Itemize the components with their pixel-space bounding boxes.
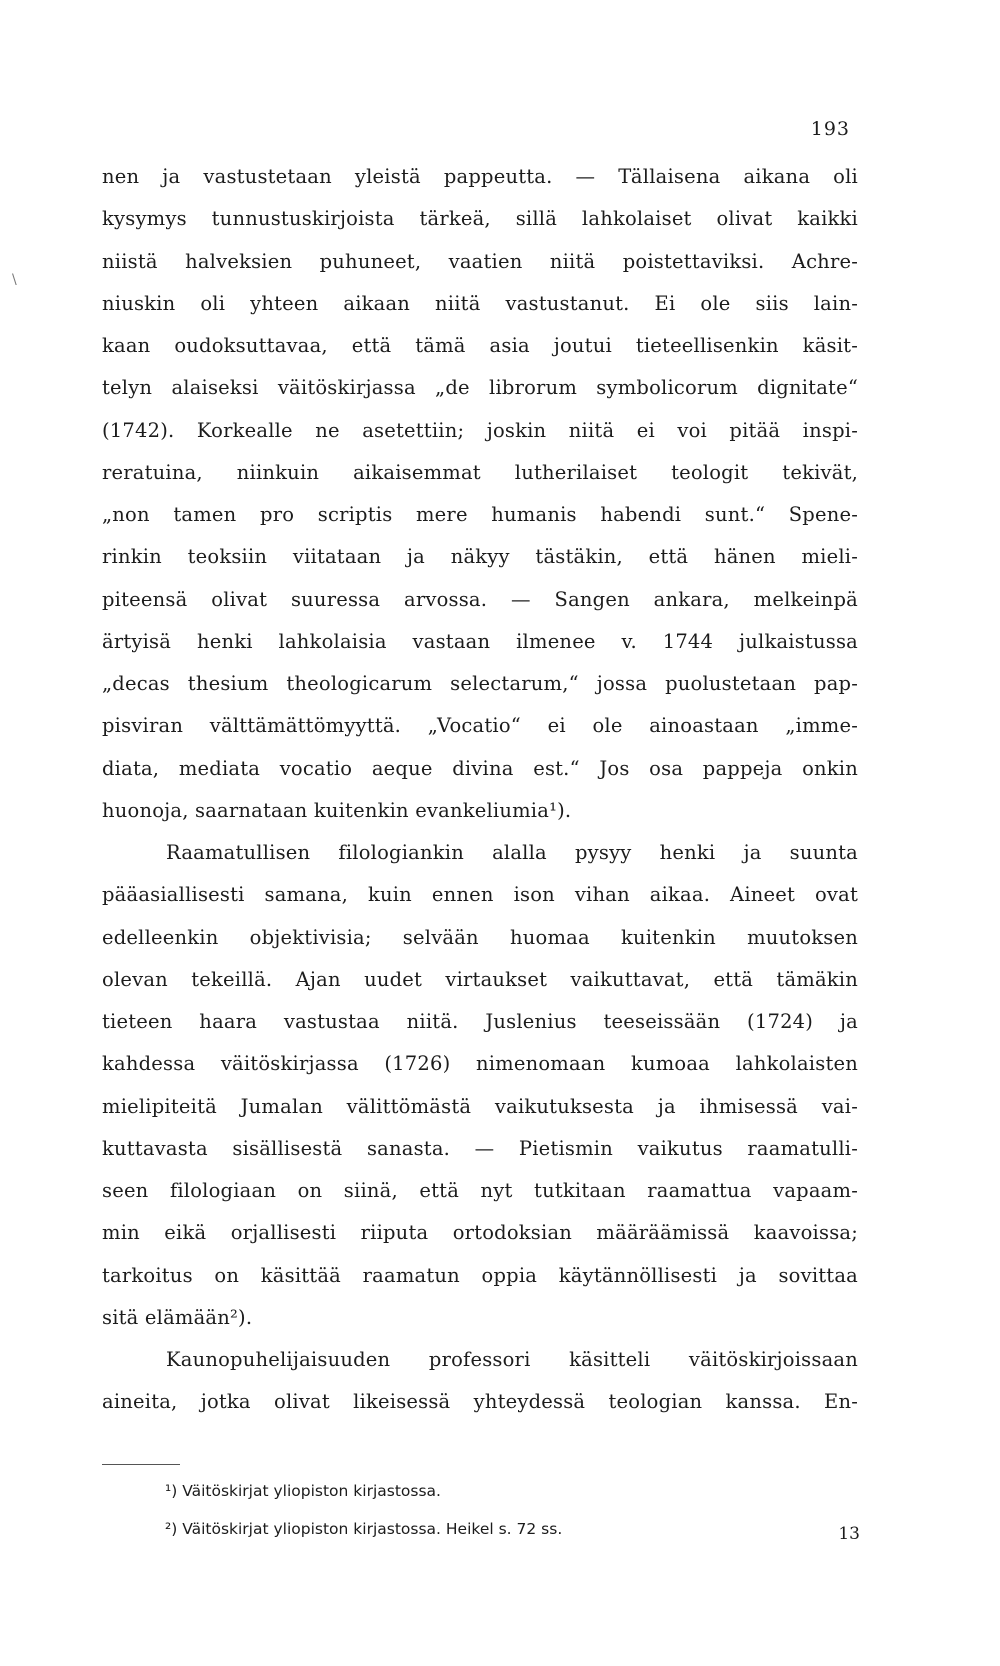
- text-line: tieteen haara vastustaa niitä. Juslenius teeseissään (1724) ja: [102, 1010, 858, 1033]
- text-line: „decas thesium theologicarum selectarum,“ jossa puolustetaan pap-: [102, 672, 858, 695]
- text-line: tarkoitus on käsittää raamatun oppia käytännöllisesti ja sovittaa: [102, 1263, 858, 1287]
- text-line: diata, mediata vocatio aeque divina est.“ Jos osa pappeja onkin: [102, 756, 858, 780]
- text-line: Kaunopuhelijaisuuden professori käsitteli väitöskirjoissaan: [166, 1348, 858, 1371]
- stray-mark: \: [12, 272, 17, 288]
- text-line: seen filologiaan on siinä, että nyt tutkitaan raamattua vapaam-: [102, 1179, 858, 1202]
- text-line: (1742). Korkealle ne asetettiin; joskin niitä ei voi pitää inspi-: [102, 418, 858, 442]
- text-line: ärtyisä henki lahkolaisia vastaan ilmenee v. 1744 julkaistussa: [102, 629, 858, 653]
- text-line: huonoja, saarnataan kuitenkin evankeliumia¹).: [102, 798, 572, 822]
- text-line: min eikä orjallisesti riiputa ortodoksian määräämissä kaavoissa;: [102, 1221, 858, 1245]
- text-line: „non tamen pro scriptis mere humanis habendi sunt.“ Spene-: [102, 503, 858, 526]
- text-line: telyn alaiseksi väitöskirjassa „de librorum symbolicorum dignitate“: [102, 376, 858, 400]
- text-line: olevan tekeillä. Ajan uudet virtaukset vaikuttavat, että tämäkin: [102, 967, 858, 991]
- text-line: pisviran välttämättömyyttä. „Vocatio“ ei ole ainoastaan „imme-: [102, 714, 858, 738]
- signature-mark: 13: [838, 1524, 860, 1544]
- footnotes: [165, 1472, 805, 1548]
- text-line: edelleenkin objektivisia; selvään huomaa kuitenkin muutoksen: [102, 925, 858, 949]
- footnote: ¹) Väitöskirjat yliopiston kirjastossa.: [165, 1482, 441, 1500]
- text-line: sitä elämään²).: [102, 1305, 253, 1329]
- text-line: mielipiteitä Jumalan välittömästä vaikutuksesta ja ihmisessä vai-: [102, 1094, 858, 1118]
- text-line: aineita, jotka olivat likeisessä yhteydessä teologian kanssa. En-: [102, 1390, 858, 1414]
- text-line: niuskin oli yhteen aikaan niitä vastustanut. Ei ole siis lain-: [102, 291, 858, 315]
- footnote-divider: [102, 1464, 180, 1465]
- footnote: ²) Väitöskirjat yliopiston kirjastossa. Heikel s. 72 ss.: [165, 1520, 563, 1538]
- text-line: kysymys tunnustuskirjoista tärkeä, sillä lahkolaiset olivat kaikki: [102, 207, 858, 231]
- text-line: niistä halveksien puhuneet, vaatien niitä poistettaviksi. Achre-: [102, 249, 858, 273]
- text-line: kaan oudoksuttavaa, että tämä asia joutui tieteellisenkin käsit-: [102, 334, 858, 357]
- text-line: kahdessa väitöskirjassa (1726) nimenomaan kumoaa lahkolaisten: [102, 1052, 858, 1076]
- text-line: rinkin teoksiin viitataan ja näkyy tästäkin, että hänen mieli-: [102, 545, 858, 569]
- text-line: pääasiallisesti samana, kuin ennen ison vihan aikaa. Aineet ovat: [102, 883, 858, 907]
- body-text: [102, 156, 858, 1424]
- page-number: 193: [810, 118, 850, 140]
- text-line: kuttavasta sisällisestä sanasta. — Pietismin vaikutus raamatulli-: [102, 1136, 858, 1160]
- text-line: nen ja vastustetaan yleistä pappeutta. — Tällaisena aikana oli: [102, 165, 858, 188]
- text-line: Raamatullisen filologiankin alalla pysyy henki ja suunta: [166, 841, 858, 864]
- text-line: reratuina, niinkuin aikaisemmat lutherilaiset teologit tekivät,: [102, 460, 858, 484]
- text-line: piteensä olivat suuressa arvossa. — Sangen ankara, melkeinpä: [102, 587, 858, 611]
